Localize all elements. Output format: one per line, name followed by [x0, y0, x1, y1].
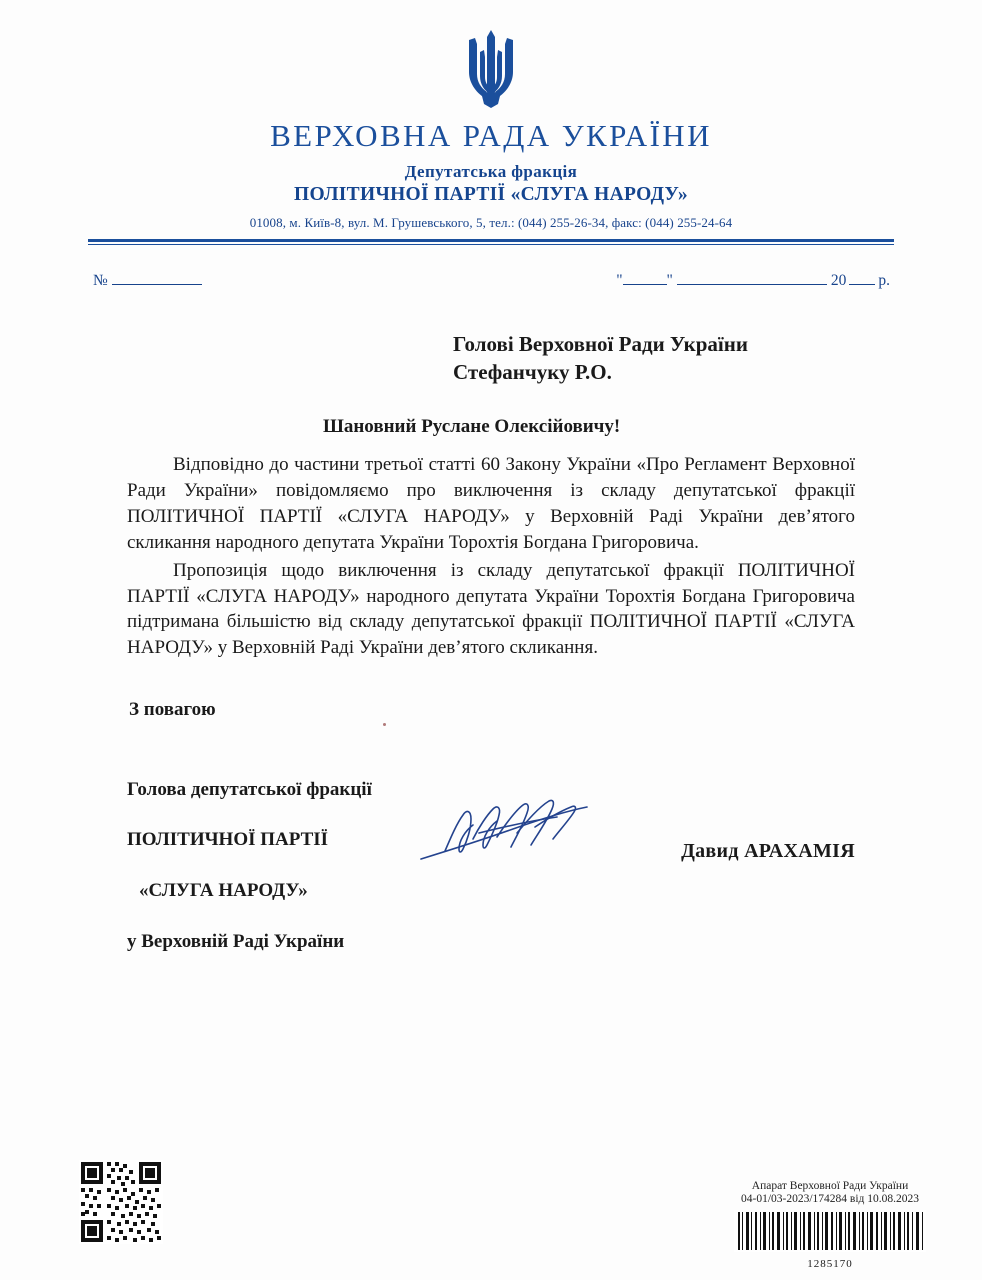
day-blank[interactable]	[623, 271, 667, 285]
signature-block	[127, 751, 855, 953]
reference-number-label: №	[93, 272, 108, 289]
reference-date-field[interactable]	[616, 271, 890, 290]
barcode-number: 1285170	[807, 1258, 853, 1270]
stamp-authority: Апарат Верховної Ради України	[751, 1180, 909, 1192]
year-suffix: р.	[878, 272, 890, 289]
body-paragraph-2: Пропозиція щодо виключення із складу депутатської фракції ПОЛІТИЧНОЇ ПАРТІЇ «СЛУГА НАРОДУ» народного депутата України Торохтія Богдана Григоровича підтримана більшістю від складу депутатської фракції ПОЛІТИЧНОЇ ПАРТІЇ «СЛУГА НАРОДУ» у Верховній Раді України дев’ятого скликання.	[127, 559, 855, 659]
document-body	[127, 297, 855, 953]
stamp-reference: 04-01/03-2023/174284 від 10.08.2023	[740, 1193, 920, 1205]
addressee-line-1: Голові Верховної Ради України	[453, 332, 748, 356]
month-blank[interactable]	[677, 271, 827, 285]
reference-line	[88, 271, 894, 297]
addressee-block	[453, 331, 855, 386]
letterhead	[0, 0, 982, 245]
letterhead-divider	[88, 239, 894, 245]
year-label: 20	[830, 272, 847, 289]
ink-artifact	[383, 723, 386, 726]
signer-role-line-4: у Верховній Раді України	[127, 931, 345, 953]
handwritten-signature-icon	[417, 793, 617, 867]
letterhead-address: 01008, м. Київ-8, вул. М. Грушевського, 5, тел.: (044) 255-26-34, факс: (044) 255-24-64	[249, 215, 733, 230]
ukraine-trident-icon	[464, 30, 518, 108]
closing-phrase: З повагою	[129, 699, 216, 721]
quote-open: "	[616, 272, 623, 289]
salutation: Шановний Руслане Олексійовичу!	[323, 416, 621, 438]
faction-subtitle: Депутатська фракція	[404, 162, 578, 181]
signer-role-line-1: Голова депутатської фракції	[127, 778, 372, 800]
reference-number-blank[interactable]	[112, 271, 202, 285]
year-blank[interactable]	[849, 271, 875, 285]
party-name: ПОЛІТИЧНОЇ ПАРТІЇ «СЛУГА НАРОДУ»	[294, 184, 688, 205]
quote-close: "	[666, 272, 673, 289]
qr-code-icon	[79, 1160, 163, 1244]
barcode-icon	[734, 1210, 926, 1252]
registration-stamp	[734, 1180, 926, 1270]
body-paragraph-1: Відповідно до частини третьої статті 60 Закону України «Про Регламент Верховної Ради України» повідомляємо про виключення із складу депутатської фракції ПОЛІТИЧНОЇ ПАРТІЇ «СЛУГА НАРОДУ» у Верховній Раді України дев’ятого скликання народного депутата України Торохтія Богдана Григоровича.	[127, 454, 855, 553]
signer-name: Давид АРАХАМІЯ	[681, 840, 855, 863]
reference-number-field[interactable]	[93, 271, 202, 290]
organization-title: ВЕРХОВНА РАДА УКРАЇНИ	[270, 118, 712, 153]
signer-role-line-2: ПОЛІТИЧНОЇ ПАРТІЇ	[127, 829, 329, 851]
signer-role-line-3: «СЛУГА НАРОДУ»	[139, 880, 308, 902]
addressee-line-2: Стефанчуку Р.О.	[453, 359, 612, 384]
